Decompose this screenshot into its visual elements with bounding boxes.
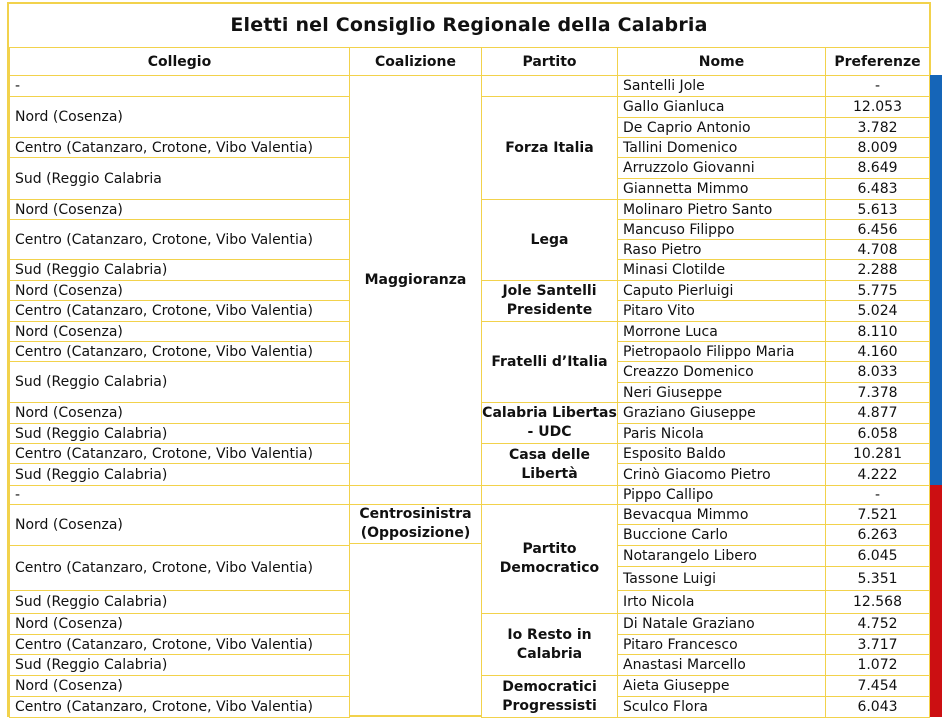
preferenze-cell: 2.288 — [825, 259, 930, 281]
preferenze-cell: 7.378 — [825, 382, 930, 403]
nome-cell: Notarangelo Libero — [617, 545, 826, 567]
majority-color-bar — [930, 75, 942, 485]
nome-cell: Pippo Callipo — [617, 485, 826, 505]
nome-cell: Pietropaolo Filippo Maria — [617, 341, 826, 362]
collegio-cell: Nord (Cosenza) — [9, 321, 350, 342]
partito-cell — [481, 485, 618, 505]
preferenze-cell: 8.009 — [825, 137, 930, 158]
preferenze-cell: 4.160 — [825, 341, 930, 362]
nome-cell: Graziano Giuseppe — [617, 402, 826, 424]
nome-cell: Santelli Jole — [617, 75, 826, 97]
collegio-cell: Nord (Cosenza) — [9, 504, 350, 546]
nome-cell: Tallini Domenico — [617, 137, 826, 158]
collegio-cell: Centro (Catanzaro, Crotone, Vibo Valentia) — [9, 219, 350, 260]
preferenze-cell: - — [825, 75, 930, 97]
collegio-cell: Nord (Cosenza) — [9, 675, 350, 697]
nome-cell: Morrone Luca — [617, 321, 826, 342]
nome-cell: Paris Nicola — [617, 423, 826, 444]
preferenze-cell: 6.263 — [825, 524, 930, 546]
collegio-cell: Nord (Cosenza) — [9, 96, 350, 138]
collegio-cell: Sud (Reggio Calabria) — [9, 654, 350, 676]
nome-cell: Molinaro Pietro Santo — [617, 199, 826, 220]
preferenze-cell: 4.222 — [825, 463, 930, 486]
preferenze-cell: 6.058 — [825, 423, 930, 444]
collegio-cell: Nord (Cosenza) — [9, 199, 350, 220]
nome-cell: Arruzzolo Giovanni — [617, 157, 826, 179]
preferenze-cell: 5.775 — [825, 280, 930, 301]
collegio-cell: Nord (Cosenza) — [9, 280, 350, 301]
nome-cell: Raso Pietro — [617, 239, 826, 260]
preferenze-cell: 8.033 — [825, 361, 930, 383]
preferenze-cell: 12.568 — [825, 590, 930, 614]
preferenze-cell: 6.456 — [825, 219, 930, 240]
nome-cell: Minasi Clotilde — [617, 259, 826, 281]
preferenze-cell: 10.281 — [825, 443, 930, 464]
coalizione-cell: Maggioranza — [349, 75, 482, 486]
preferenze-cell: 3.782 — [825, 117, 930, 138]
preferenze-cell: 12.053 — [825, 96, 930, 118]
nome-cell: Aieta Giuseppe — [617, 675, 826, 697]
header-collegio: Collegio — [9, 47, 350, 76]
collegio-cell: Centro (Catanzaro, Crotone, Vibo Valentia) — [9, 341, 350, 362]
preferenze-cell: 6.045 — [825, 545, 930, 567]
partito-cell: Democratici Progressisti — [481, 675, 618, 718]
preferenze-cell: 3.717 — [825, 634, 930, 655]
nome-cell: Creazzo Domenico — [617, 361, 826, 383]
page-title: Eletti nel Consiglio Regionale della Calabria — [230, 14, 708, 36]
partito-cell: Casa delle Libertà — [481, 443, 618, 486]
nome-cell: Pitaro Francesco — [617, 634, 826, 655]
preferenze-cell: 1.072 — [825, 654, 930, 676]
nome-cell: Esposito Baldo — [617, 443, 826, 464]
partito-cell: Forza Italia — [481, 96, 618, 200]
opposition-color-bar — [930, 485, 942, 717]
header-nome: Nome — [617, 47, 826, 76]
nome-cell: Tassone Luigi — [617, 566, 826, 591]
partito-cell: Io Resto in Calabria — [481, 613, 618, 676]
collegio-cell: Centro (Catanzaro, Crotone, Vibo Valentia) — [9, 137, 350, 158]
partito-cell: Partito Democratico — [481, 504, 618, 614]
partito-cell: Lega — [481, 199, 618, 281]
collegio-cell: Sud (Reggio Calabria) — [9, 423, 350, 444]
nome-cell: Giannetta Mimmo — [617, 178, 826, 200]
collegio-cell: Centro (Catanzaro, Crotone, Vibo Valentia) — [9, 696, 350, 718]
preferenze-cell: 8.110 — [825, 321, 930, 342]
nome-cell: Caputo Pierluigi — [617, 280, 826, 301]
nome-cell: Gallo Gianluca — [617, 96, 826, 118]
partito-cell: Fratelli d’Italia — [481, 321, 618, 403]
collegio-cell: Nord (Cosenza) — [9, 402, 350, 424]
collegio-cell: Centro (Catanzaro, Crotone, Vibo Valentia) — [9, 545, 350, 591]
collegio-cell: Sud (Reggio Calabria) — [9, 590, 350, 614]
collegio-cell: Centro (Catanzaro, Crotone, Vibo Valentia) — [9, 634, 350, 655]
preferenze-cell: 8.649 — [825, 157, 930, 179]
preferenze-cell: 4.752 — [825, 613, 930, 635]
header-preferenze: Preferenze — [825, 47, 930, 76]
nome-cell: Buccione Carlo — [617, 524, 826, 546]
collegio-cell: Sud (Reggio Calabria) — [9, 361, 350, 403]
nome-cell: Neri Giuseppe — [617, 382, 826, 403]
coalizione-cell: Centrosinistra (Opposizione) — [349, 504, 482, 544]
collegio-cell: - — [9, 75, 350, 97]
nome-cell: De Caprio Antonio — [617, 117, 826, 138]
preferenze-cell: 7.454 — [825, 675, 930, 697]
collegio-cell: Sud (Reggio Calabria) — [9, 259, 350, 281]
coalizione-cell — [349, 485, 482, 505]
collegio-cell: Centro (Catanzaro, Crotone, Vibo Valentia) — [9, 443, 350, 464]
collegio-cell: Centro (Catanzaro, Crotone, Vibo Valentia) — [9, 300, 350, 322]
partito-cell: Calabria Libertas - UDC — [481, 402, 618, 444]
preferenze-cell: 4.708 — [825, 239, 930, 260]
nome-cell: Pitaro Vito — [617, 300, 826, 322]
preferenze-cell: 5.024 — [825, 300, 930, 322]
nome-cell: Sculco Flora — [617, 696, 826, 718]
nome-cell: Di Natale Graziano — [617, 613, 826, 635]
header-partito: Partito — [481, 47, 618, 76]
preferenze-cell: 6.483 — [825, 178, 930, 200]
preferenze-cell: - — [825, 485, 930, 505]
preferenze-cell: 5.351 — [825, 566, 930, 591]
partito-cell: Jole Santelli Presidente — [481, 280, 618, 322]
nome-cell: Mancuso Filippo — [617, 219, 826, 240]
preferenze-cell: 7.521 — [825, 504, 930, 525]
collegio-cell: Sud (Reggio Calabria — [9, 157, 350, 200]
nome-cell: Irto Nicola — [617, 590, 826, 614]
preferenze-cell: 6.043 — [825, 696, 930, 718]
collegio-cell: - — [9, 485, 350, 505]
preferenze-cell: 4.877 — [825, 402, 930, 424]
header-coalizione: Coalizione — [349, 47, 482, 76]
collegio-cell: Nord (Cosenza) — [9, 613, 350, 635]
preferenze-cell: 5.613 — [825, 199, 930, 220]
nome-cell: Crinò Giacomo Pietro — [617, 463, 826, 486]
nome-cell: Bevacqua Mimmo — [617, 504, 826, 525]
collegio-cell: Sud (Reggio Calabria) — [9, 463, 350, 486]
nome-cell: Anastasi Marcello — [617, 654, 826, 676]
partito-cell — [481, 75, 618, 97]
